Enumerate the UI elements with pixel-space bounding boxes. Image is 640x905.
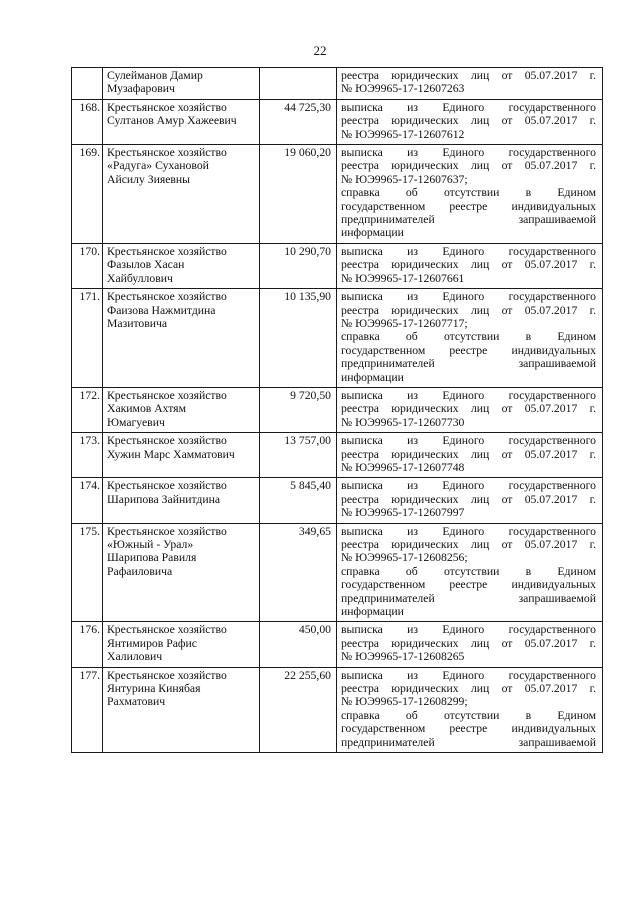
row-number: 176. (72, 622, 103, 667)
documents-cell (337, 667, 603, 752)
row-number: 175. (72, 523, 103, 622)
farm-name-cell (103, 433, 260, 478)
document-line: № ЮЭ9965-17-12608299; (341, 695, 468, 709)
row-number: 172. (72, 387, 103, 432)
farm-name-line: Халилович (107, 650, 163, 664)
farm-name-line: Султанов Амур Хажеевич (107, 114, 237, 128)
document-line: государственном реестре индивидуальных (341, 343, 596, 357)
farm-name-cell (103, 145, 260, 244)
farm-name-line: Хакимов Ахтям (107, 402, 186, 416)
amount-cell: 44 725,30 (260, 99, 337, 144)
amount-cell: 22 255,60 (260, 667, 337, 752)
row-number: 173. (72, 433, 103, 478)
farm-name-line: Крестьянское хозяйство (107, 434, 227, 448)
row-number: 169. (72, 145, 103, 244)
document-line: выписка из Единого государственного (341, 100, 596, 114)
documents-cell (337, 478, 603, 523)
farm-name-cell (103, 99, 260, 144)
document-line: № ЮЭ9965-17-12607730 (341, 415, 465, 429)
table-row (72, 289, 603, 388)
farm-name-line: «Радуга» Сухановой (107, 159, 209, 173)
row-number: 170. (72, 243, 103, 288)
farm-name-line: Музафарович (107, 82, 175, 96)
document-line: № ЮЭ9965-17-12607997 (341, 506, 465, 520)
document-line: № ЮЭ9965-17-12607263 (341, 82, 465, 96)
farm-name-line: Шарипова Зайнитдина (107, 492, 221, 506)
document-line: выписка из Единого государственного (341, 623, 596, 637)
document-line: информации (341, 226, 404, 240)
document-line: № ЮЭ9965-17-12607748 (341, 460, 465, 474)
document-line: предпринимателей запрашиваемой (341, 735, 596, 749)
document-line: информации (341, 370, 404, 384)
page-number: 22 (313, 43, 327, 58)
document-line: выписка из Единого государственного (341, 479, 596, 493)
document-line: реестра юридических лиц от 05.07.2017 г. (341, 114, 596, 128)
farm-name-line: Крестьянское хозяйство (107, 668, 227, 682)
farm-name-line: Крестьянское хозяйство (107, 479, 227, 493)
document-line: выписка из Единого государственного (341, 244, 596, 258)
document-line: № ЮЭ9965-17-12608265 (341, 650, 465, 664)
farm-name-line: Янтимиров Рафис (107, 636, 197, 650)
farm-name-cell (103, 523, 260, 622)
table-row (72, 99, 603, 144)
document-line: реестра юридических лиц от 05.07.2017 г. (341, 636, 596, 650)
documents-cell (337, 387, 603, 432)
documents-cell (337, 289, 603, 388)
farm-name-line: Рахматович (107, 695, 166, 709)
document-line: № ЮЭ9965-17-12607612 (341, 127, 465, 141)
document-line: реестра юридических лиц от 05.07.2017 г. (341, 492, 596, 506)
document-line: реестра юридических лиц от 05.07.2017 г. (341, 303, 596, 317)
farm-name-line: Крестьянское хозяйство (107, 100, 227, 114)
farm-name-line: Шарипова Равиля (107, 551, 197, 565)
documents-cell (337, 68, 603, 100)
farm-name-line: Крестьянское хозяйство (107, 524, 227, 538)
table-row (72, 478, 603, 523)
table-row (72, 523, 603, 622)
amount-cell: 450,00 (260, 622, 337, 667)
amount-cell: 10 135,90 (260, 289, 337, 388)
document-line: № ЮЭ9965-17-12607717; (341, 316, 468, 330)
documents-cell (337, 433, 603, 478)
farm-name-line: Крестьянское хозяйство (107, 244, 227, 258)
document-line: выписка из Единого государственного (341, 668, 596, 682)
farm-name-line: Крестьянское хозяйство (107, 623, 227, 637)
documents-cell (337, 243, 603, 288)
farm-name-cell (103, 68, 260, 100)
document-line: выписка из Единого государственного (341, 434, 596, 448)
document-line: реестра юридических лиц от 05.07.2017 г. (341, 538, 596, 551)
amount-cell: 9 720,50 (260, 387, 337, 432)
document-line: № ЮЭ9965-17-12607637; (341, 172, 468, 186)
amount-cell: 19 060,20 (260, 145, 337, 244)
document-line: № ЮЭ9965-17-12608256; (341, 551, 468, 565)
document-line: справка об отсутствии в Едином (341, 708, 596, 722)
farm-name-line: Крестьянское хозяйство (107, 388, 227, 402)
document-line: выписка из Единого государственного (341, 388, 596, 402)
table-row (72, 433, 603, 478)
document-line: реестра юридических лиц от 05.07.2017 г. (341, 447, 596, 461)
document-line: информации (341, 605, 404, 619)
document-line: справка об отсутствии в Едином (341, 330, 596, 344)
document-line: государственном реестре индивидуальных (341, 199, 596, 213)
document-line: выписка из Единого государственного (341, 290, 596, 304)
table-row (72, 622, 603, 667)
document-line: выписка из Единого государственного (341, 146, 596, 160)
document-line: предпринимателей запрашиваемой (341, 591, 596, 605)
table-row (72, 667, 603, 752)
document-line: реестра юридических лиц от 05.07.2017 г. (341, 258, 596, 272)
row-number: 171. (72, 289, 103, 388)
amount-cell: 5 845,40 (260, 478, 337, 523)
documents-cell (337, 622, 603, 667)
amount-cell (260, 68, 337, 100)
farm-name-line: Айсилу Зияевны (107, 172, 191, 186)
table-row (72, 145, 603, 244)
amount-cell: 349,65 (260, 523, 337, 622)
row-number (72, 68, 103, 100)
farm-name-line: Крестьянское хозяйство (107, 146, 227, 160)
document-line: реестра юридических лиц от 05.07.2017 г. (341, 159, 596, 173)
amount-cell: 10 290,70 (260, 243, 337, 288)
farm-name-cell (103, 478, 260, 523)
farm-name-line: Сулейманов Дамир (107, 69, 203, 82)
document-line: выписка из Единого государственного (341, 524, 596, 538)
documents-cell (337, 99, 603, 144)
table-body (72, 68, 603, 753)
row-number: 168. (72, 99, 103, 144)
document-line: реестра юридических лиц от 05.07.2017 г. (341, 69, 596, 82)
document-line: реестра юридических лиц от 05.07.2017 г. (341, 402, 596, 416)
farms-table (71, 67, 603, 753)
document-line: государственном реестре индивидуальных (341, 722, 596, 736)
document-line: предпринимателей запрашиваемой (341, 213, 596, 227)
document-line: справка об отсутствии в Едином (341, 186, 596, 200)
document-line: № ЮЭ9965-17-12607661 (341, 271, 465, 285)
document-line: государственном реестре индивидуальных (341, 578, 596, 592)
farm-name-line: Мазитовича (107, 316, 168, 330)
document-line: реестра юридических лиц от 05.07.2017 г. (341, 682, 596, 696)
farm-name-line: Фазылов Хасан (107, 258, 185, 272)
farm-name-line: Фаизова Нажмитдина (107, 303, 216, 317)
table-row (72, 68, 603, 100)
row-number: 174. (72, 478, 103, 523)
document-line: предпринимателей запрашиваемой (341, 357, 596, 371)
farm-name-cell (103, 667, 260, 752)
document-line: справка об отсутствии в Едином (341, 564, 596, 578)
amount-cell: 13 757,00 (260, 433, 337, 478)
farm-name-cell (103, 387, 260, 432)
table-row (72, 243, 603, 288)
farm-name-cell (103, 243, 260, 288)
farm-name-line: Крестьянское хозяйство (107, 290, 227, 304)
documents-cell (337, 145, 603, 244)
farm-name-line: Хужин Марс Хамматович (107, 447, 235, 461)
farm-name-cell (103, 622, 260, 667)
farm-name-line: Хайбуллович (107, 271, 173, 285)
farm-name-cell (103, 289, 260, 388)
documents-cell (337, 523, 603, 622)
row-number: 177. (72, 667, 103, 752)
table-row (72, 387, 603, 432)
farm-name-line: Юмагуевич (107, 415, 165, 429)
farm-name-line: «Южный - Урал» (107, 538, 194, 551)
farm-name-line: Янтурина Кинябая (107, 682, 201, 696)
farm-name-line: Рафаиловича (107, 564, 173, 578)
